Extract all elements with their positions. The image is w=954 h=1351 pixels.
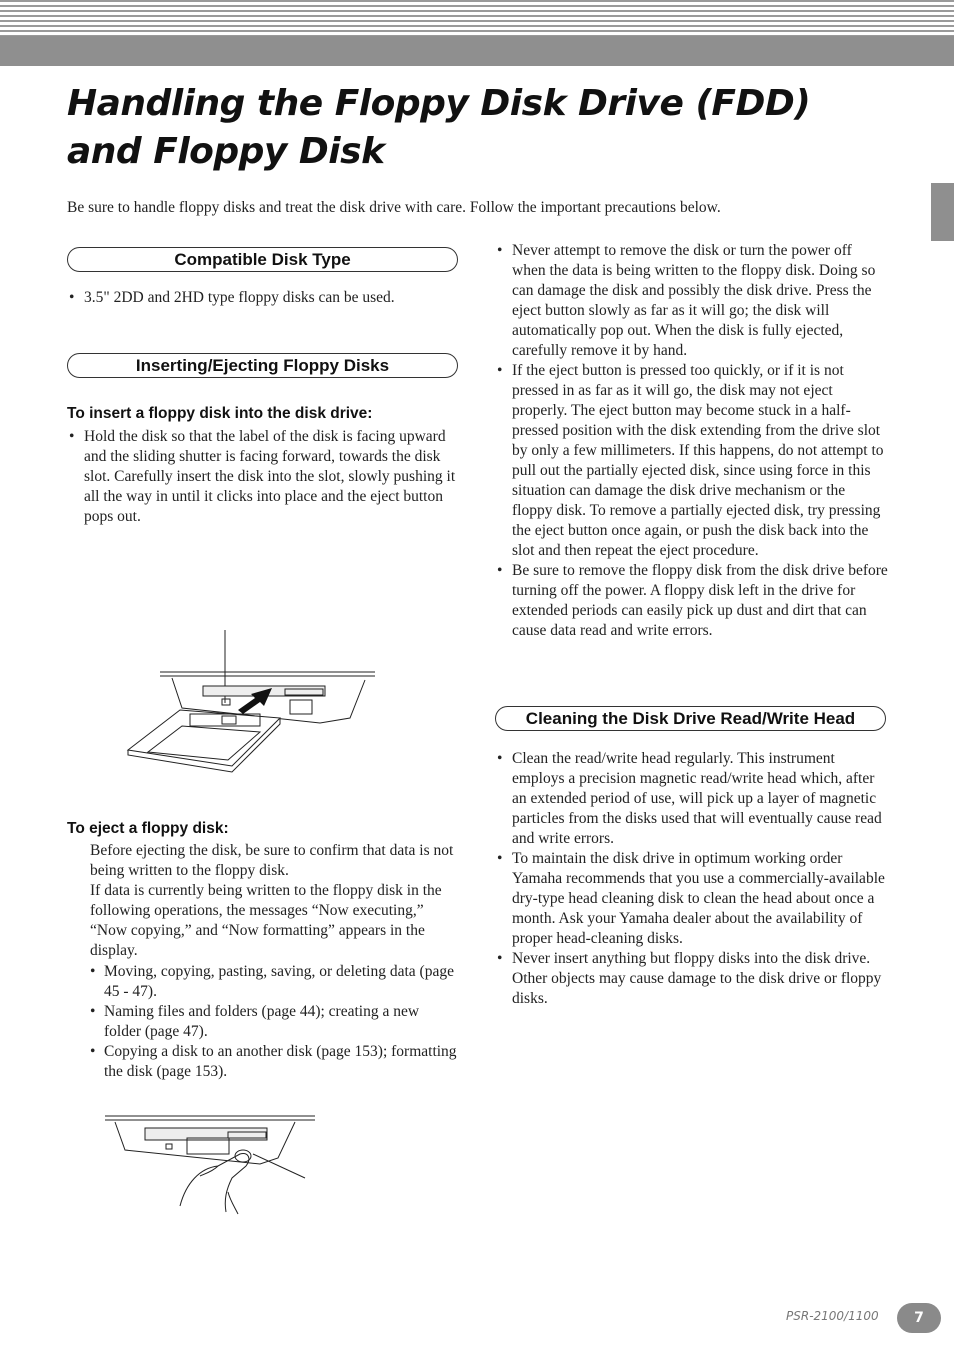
list-item: • To maintain the disk drive in optimum working order Yamaha recommends that you use a commercially-available dry-type head cleaning disk to clean the head about once a month. Ask your Yamaha dealer about the availability of proper head-cleaning disks. <box>495 849 888 949</box>
compatible-list <box>67 288 457 308</box>
page-title: Handling the Floppy Disk Drive (FDD) and Floppy Disk <box>67 83 811 172</box>
list-item: • 3.5" 2DD and 2HD type floppy disks can be used. <box>67 288 457 308</box>
list-item: • If the eject button is pressed too quickly, or if it is not pressed in as far as it will go, the disk may not eject properly. The eject button may become stuck in a half-pressed position with the disk extending from the drive slot by only a few millimeters. If this happens, do not attempt to pull out the partially ejected disk, since using force in this situation can damage the disk drive mechanism or the floppy disk. To remove a partially ejected disk, try pressing the eject button once again, or push the disk back into the slot and then repeat the eject procedure. <box>495 361 888 561</box>
section-heading-cleaning: Cleaning the Disk Drive Read/Write Head <box>495 706 886 731</box>
eject-list <box>90 962 458 1082</box>
header-band <box>0 0 954 66</box>
insert-subheading: To insert a floppy disk into the disk drive: <box>67 405 373 422</box>
list-item: • Moving, copying, pasting, saving, or deleting data (page 45 - 47). <box>90 962 458 1002</box>
page-number: 7 <box>897 1303 941 1333</box>
footer-model: PSR-2100/1100 <box>786 1309 879 1323</box>
chapter-tab <box>931 183 954 241</box>
header-solid-bar <box>0 36 954 66</box>
insert-disk-illustration <box>120 628 380 773</box>
eject-paragraphs <box>90 841 460 961</box>
section-heading-inserting: Inserting/Ejecting Floppy Disks <box>67 353 458 378</box>
list-item: • Never attempt to remove the disk or turn the power off when the data is being written to the floppy disk. Doing so can damage the disk and possibly the disk drive. Press the eject button slowly as far as it will go; the disk will automatically pop out. When the disk is fully ejected, carefully remove it by hand. <box>495 241 888 361</box>
eject-paragraph: If data is currently being written to the floppy disk in the following operations, the messages “Now executing,” “Now copying,” and “Now formatting” appears in the display. <box>90 882 442 959</box>
list-item: • Never insert anything but floppy disks into the disk drive. Other objects may cause damage to the disk drive or floppy disks. <box>495 949 888 1009</box>
section-heading-compatible: Compatible Disk Type <box>67 247 458 272</box>
header-stripes <box>0 0 954 36</box>
list-item: • Clean the read/write head regularly. This instrument employs a precision magnetic read/write head which, after an extended period of use, will pick up a layer of magnetic particles from the disks used that will eventually cause read and write errors. <box>495 749 888 849</box>
list-item: • Naming files and folders (page 44); creating a new folder (page 47). <box>90 1002 458 1042</box>
list-item: • Be sure to remove the floppy disk from the disk drive before turning off the power. A floppy disk left in the drive for extended periods can easily pick up dust and dirt that can cause data read and write errors. <box>495 561 888 641</box>
list-item: • Hold the disk so that the label of the disk is facing upward and the sliding shutter is facing forward, towards the disk slot. Carefully insert the disk into the slot, slowly pushing it all the way in until it clicks into place and the eject button pops out. <box>67 427 459 527</box>
eject-paragraph: Before ejecting the disk, be sure to confirm that data is not being written to the floppy disk. <box>90 842 454 879</box>
intro-text: Be sure to handle floppy disks and treat the disk drive with care. Follow the important precautions below. <box>67 199 721 216</box>
list-item: • Copying a disk to an another disk (page 153); formatting the disk (page 153). <box>90 1042 458 1082</box>
drive-precautions-list <box>495 241 888 641</box>
cleaning-list <box>495 749 888 1009</box>
eject-subheading: To eject a floppy disk: <box>67 820 229 837</box>
eject-button-illustration <box>100 1108 315 1218</box>
insert-list <box>67 427 459 527</box>
